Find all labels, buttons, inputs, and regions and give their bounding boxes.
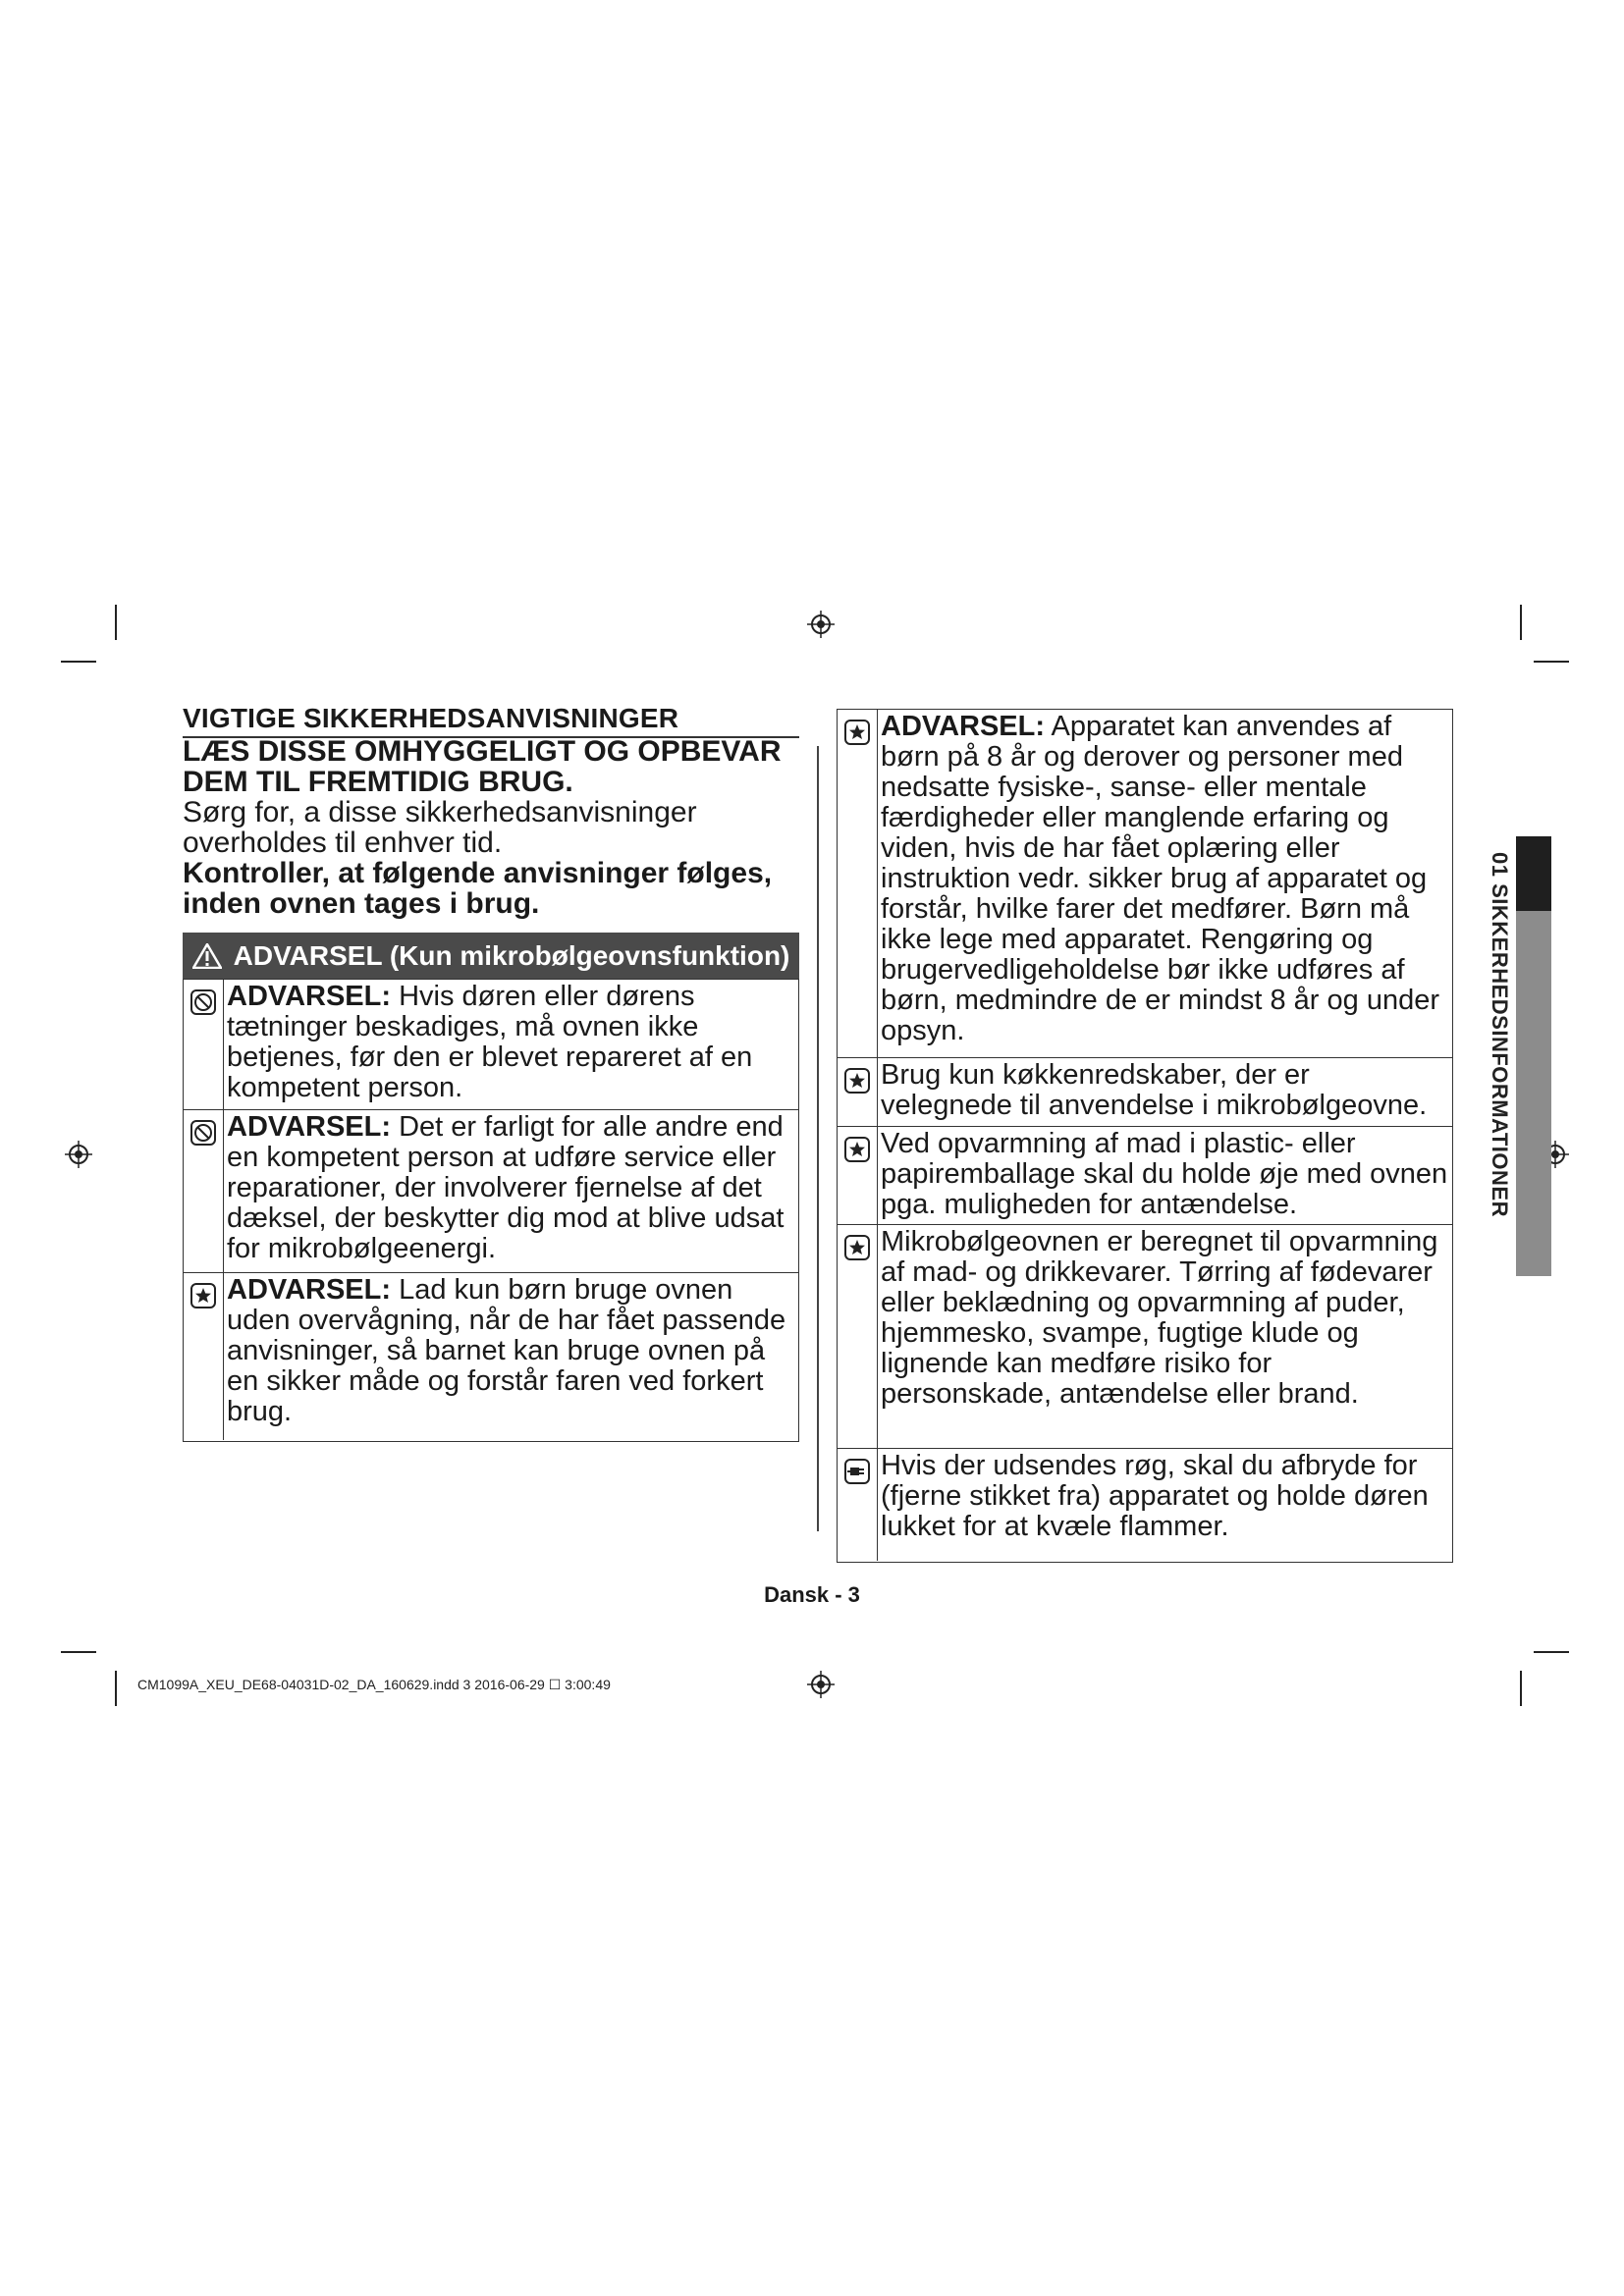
crop-mark bbox=[115, 1671, 117, 1706]
registration-mark-icon bbox=[65, 1141, 92, 1168]
row-body: Apparatet kan anvendes af børn på 8 år og derover og personer med nedsatte fysiske-, sanse- eller mentale færdigheder eller manglende erfaring og viden, hvis de har fået oplæring eller instruktion vedr. sikker brug af apparatet og forstår, hvilke farer det medfører. Børn må ikke lege med apparatet. Rengøring og brugervedligeholdelse bør ikke udføres af børn, medmindre de er mindst 8 år og under opsyn. bbox=[881, 711, 1439, 1046]
crop-mark bbox=[1534, 1651, 1569, 1653]
prohibited-icon bbox=[190, 989, 216, 1015]
crop-mark bbox=[1520, 605, 1522, 640]
table-row bbox=[838, 1057, 1452, 1127]
side-tab-label: 01 SIKKERHEDSINFORMATIONER bbox=[1488, 852, 1512, 1217]
left-warning-table bbox=[183, 979, 799, 1442]
prohibited-icon bbox=[190, 1120, 216, 1146]
column-divider bbox=[817, 746, 819, 1531]
icon-cell bbox=[838, 1058, 878, 1127]
icon-cell bbox=[838, 710, 878, 1057]
row-body: Ved opvarmning af mad i plastic- eller papiremballage skal du holde øje med ovnen pga. muligheden for antændelse. bbox=[881, 1128, 1448, 1220]
row-text bbox=[881, 712, 1448, 1046]
row-label: ADVARSEL: bbox=[227, 1111, 392, 1143]
row-label: ADVARSEL: bbox=[227, 1274, 392, 1306]
row-label: ADVARSEL: bbox=[881, 711, 1046, 742]
table-row bbox=[838, 1224, 1452, 1449]
row-text bbox=[227, 1275, 794, 1427]
table-row bbox=[184, 980, 798, 1109]
row-body: Mikrobølgeovnen er beregnet til opvarmning af mad- og drikkevarer. Tørring af fødevarer eller beklædning og opvarmning af puder, hjemmesko, svampe, fugtige klude og lignende kan medføre risiko for personskade, antændelse eller brand. bbox=[881, 1226, 1438, 1410]
row-body: Hvis der udsendes røg, skal du afbryde for (fjerne stikket fra) apparatet og holde døren lukket for at kvæle flammer. bbox=[881, 1450, 1429, 1542]
table-row bbox=[838, 1126, 1452, 1225]
table-row bbox=[184, 1109, 798, 1273]
table-row bbox=[184, 1272, 798, 1440]
print-slug: CM1099A_XEU_DE68-04031D-02_DA_160629.indd 3 2016-06-29 ☐ 3:00:49 bbox=[137, 1677, 611, 1692]
crop-mark bbox=[1520, 1671, 1522, 1706]
registration-mark-icon bbox=[807, 1671, 835, 1698]
icon-cell bbox=[184, 1110, 224, 1273]
icon-cell bbox=[184, 1273, 224, 1440]
row-text bbox=[881, 1129, 1448, 1220]
row-body: Hvis døren eller dørens tætninger beskadiges, må ovnen ikke betjenes, før den er blevet repareret af en kompetent person. bbox=[227, 981, 753, 1103]
star-icon bbox=[844, 1235, 870, 1260]
row-body: Det er farligt for alle andre end en kompetent person at udføre service eller reparationer, der involverer fjernelse af det dæksel, der beskytter dig mod at blive udsat for mikrobølgeenergi. bbox=[227, 1111, 785, 1264]
table-row bbox=[838, 1448, 1452, 1561]
crop-mark bbox=[1534, 661, 1569, 663]
intro-block bbox=[183, 736, 799, 919]
registration-mark-icon bbox=[807, 611, 835, 638]
warning-bar-label: ADVARSEL (Kun mikrobølgeovnsfunktion) bbox=[233, 939, 790, 971]
unplug-icon bbox=[844, 1459, 870, 1484]
icon-cell bbox=[838, 1127, 878, 1225]
star-icon bbox=[190, 1283, 216, 1308]
intro-bold-2: Kontroller, at følgende anvisninger følges, inden ovnen tages i brug. bbox=[183, 857, 773, 920]
crop-mark bbox=[61, 661, 96, 663]
icon-cell bbox=[838, 1225, 878, 1449]
intro-normal: Sørg for, a disse sikkerhedsanvisninger overholdes til enhver tid. bbox=[183, 796, 697, 859]
row-text bbox=[881, 1227, 1448, 1410]
intro-bold-1: LÆS DISSE OMHYGGELIGT OG OPBEVAR DEM TIL FREMTIDIG BRUG. bbox=[183, 735, 782, 798]
row-text bbox=[881, 1451, 1448, 1542]
icon-cell bbox=[838, 1449, 878, 1561]
page-number: Dansk - 3 bbox=[764, 1582, 860, 1607]
star-icon bbox=[844, 1137, 870, 1162]
crop-mark bbox=[61, 1651, 96, 1653]
crop-mark bbox=[115, 605, 117, 640]
star-icon bbox=[844, 1068, 870, 1094]
row-text bbox=[227, 1112, 794, 1264]
row-text bbox=[881, 1060, 1448, 1121]
row-label: ADVARSEL: bbox=[227, 981, 392, 1012]
row-text bbox=[227, 982, 794, 1103]
star-icon bbox=[844, 720, 870, 745]
icon-cell bbox=[184, 980, 224, 1109]
warning-triangle-icon bbox=[192, 943, 222, 969]
right-warning-table bbox=[837, 709, 1453, 1563]
row-body: Brug kun køkkenredskaber, der er velegnede til anvendelse i mikrobølgeovne. bbox=[881, 1059, 1428, 1121]
warning-bar bbox=[183, 933, 799, 979]
row-body: Lad kun børn bruge ovnen uden overvågning, når de har fået passende anvisninger, så barnet kan bruge ovnen på en sikker måde og forstår faren ved forkert brug. bbox=[227, 1274, 786, 1427]
table-row bbox=[838, 710, 1452, 1057]
section-heading: VIGTIGE SIKKERHEDSANVISNINGER bbox=[183, 703, 799, 738]
